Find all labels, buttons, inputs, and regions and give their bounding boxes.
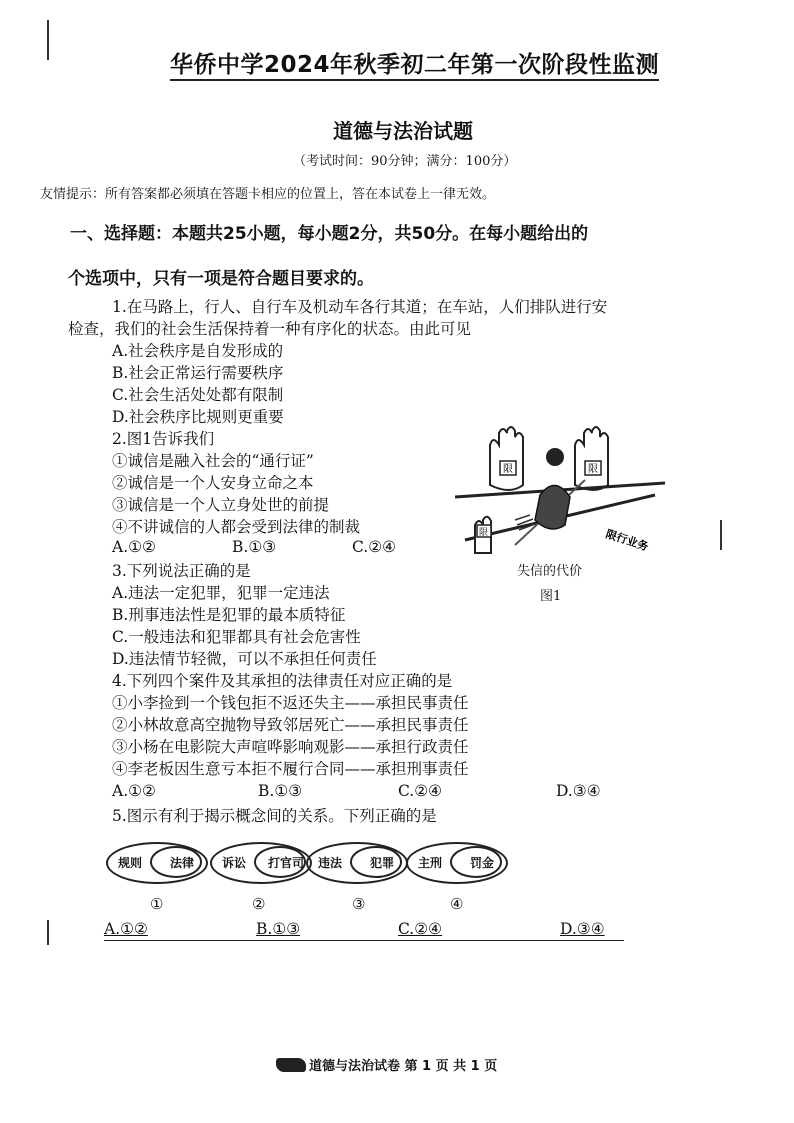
scan-edge-mark	[47, 920, 49, 945]
fig-label-xian-3: 限	[479, 528, 489, 538]
q4-item-4: ④李老板因生意亏本拒不履行合同——承担刑事责任	[112, 760, 469, 778]
diagram-number-4: ④	[450, 895, 464, 913]
section-heading-line1: 一、选择题：本题共25小题，每小题2分，共50分。在每小题给出的	[70, 224, 589, 244]
q5-stem: 5.图示有利于揭示概念间的关系。下列正确的是	[112, 807, 437, 825]
q5-option-c: C.②④	[398, 920, 443, 938]
q1-option-c: C.社会生活处处都有限制	[112, 386, 284, 404]
diagram-3-outer-label: 违法	[318, 856, 343, 870]
q4-item-3: ③小杨在电影院大声喧哗影响观影——承担行政责任	[112, 738, 469, 756]
q2-option-c: C.②④	[352, 538, 397, 556]
exam-info: （考试时间：90分钟；满分：100分）	[293, 154, 517, 169]
q4-item-1: ①小李捡到一个钱包拒不返还失主——承担民事责任	[112, 694, 469, 712]
q1-stem-line1: 1.在马路上，行人、自行车及机动车各行其道；在车站，人们排队进行安	[112, 298, 608, 316]
q4-stem: 4.下列四个案件及其承担的法律责任对应正确的是	[112, 672, 453, 690]
q4-item-2: ②小林故意高空抛物导致邻居死亡——承担民事责任	[112, 716, 469, 734]
diagram-2-outer-label: 诉讼	[222, 856, 247, 870]
q1-option-b: B.社会正常运行需要秩序	[112, 364, 284, 382]
q1-stem-line2: 检查，我们的社会生活保持着一种有序化的状态。由此可见	[68, 320, 472, 338]
page-footer: 道德与法治试卷 第 1 页 共 1 页	[276, 1055, 497, 1074]
q2-option-b: B.①③	[232, 538, 277, 556]
exam-tip: 友情提示：所有答案都必须填在答题卡相应的位置上，答在本试卷上一律无效。	[40, 187, 496, 202]
concept-diagram-2	[210, 842, 310, 882]
scan-edge-mark	[47, 20, 49, 60]
diagram-4-outer-label: 主刑	[418, 856, 443, 870]
q3-stem: 3.下列说法正确的是	[112, 562, 251, 580]
q5-option-b: B.①③	[256, 920, 301, 938]
q3-option-b: B.刑事违法性是犯罪的最本质特征	[112, 606, 346, 624]
concept-diagram-4	[406, 842, 506, 882]
q3-option-c: C.一般违法和犯罪都具有社会危害性	[112, 628, 361, 646]
q2-item-3: ③诚信是一个人立身处世的前提	[112, 496, 330, 514]
diagram-4-inner-label: 罚金	[469, 856, 494, 870]
diagram-number-3: ③	[352, 895, 366, 913]
concept-diagram-3	[306, 842, 406, 882]
q3-option-a: A.违法一定犯罪，犯罪一定违法	[112, 584, 330, 602]
diagram-1-inner-label: 法律	[169, 856, 194, 870]
q2-item-1: ①诚信是融入社会的“通行证”	[112, 452, 314, 470]
diagram-2-inner-label: 打官司	[267, 856, 304, 870]
q1-option-d: D.社会秩序比规则更重要	[112, 408, 284, 426]
answer-underline	[104, 940, 624, 941]
q2-item-4: ④不讲诚信的人都会受到法律的制裁	[112, 518, 361, 536]
fig-label-xian-2: 限	[588, 464, 598, 475]
section-heading-line2: 个选项中，只有一项是符合题目要求的。	[68, 269, 374, 289]
figure-1-caption: 失信的代价	[517, 564, 583, 579]
diagram-3-inner-label: 犯罪	[369, 856, 394, 870]
fig-label-xian-1: 限	[503, 464, 513, 475]
q5-option-d: D.③④	[560, 920, 605, 938]
q2-stem: 2.图1告诉我们	[112, 430, 215, 448]
handwritten-mark	[276, 1058, 306, 1072]
fig-label-xianxing: 限行业务	[604, 527, 650, 554]
q4-option-a: A.①②	[112, 782, 156, 800]
q1-option-a: A.社会秩序是自发形成的	[112, 342, 284, 360]
q3-option-d: D.违法情节轻微，可以不承担任何责任	[112, 650, 377, 668]
subject-title: 道德与法治试题	[333, 119, 473, 143]
concept-diagram-1	[106, 842, 206, 882]
diagram-number-2: ②	[252, 895, 266, 913]
diagram-1-outer-label: 规则	[118, 856, 143, 870]
school-exam-title: 华侨中学2024年秋季初二年第一次阶段性监测	[170, 46, 659, 79]
q2-option-a: A.①②	[112, 538, 156, 556]
q5-option-a: A.①②	[104, 920, 148, 938]
diagram-number-1: ①	[150, 895, 164, 913]
q4-option-c: C.②④	[398, 782, 443, 800]
q4-option-d: D.③④	[556, 782, 601, 800]
figure-1-cartoon	[455, 425, 665, 555]
scan-edge-mark	[720, 520, 722, 550]
q4-option-b: B.①③	[258, 782, 303, 800]
figure-1-label: 图1	[540, 589, 562, 604]
q2-item-2: ②诚信是一个人安身立命之本	[112, 474, 314, 492]
